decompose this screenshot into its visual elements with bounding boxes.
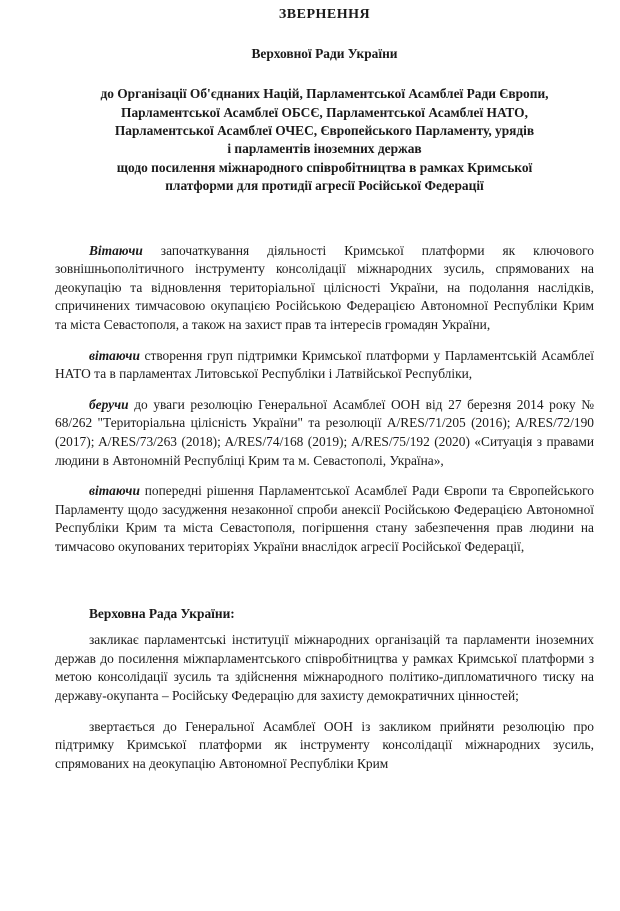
addressee-line: платформи для протидії агресії Російської Федерації [165,178,484,194]
paragraph-keyword: вітаючи [89,483,140,499]
resolution-heading: Верховна Рада України: [89,605,235,621]
resolution-paragraph: закликає парламентські інституції міжнародних організацій та парламенти іноземних держав до посилення міжпарламентського співробітництва у рамках Кримської платформи з метою консолідації зусиль та здійснення міжнародного політико-дипломатичного тиску на державу-окупанта – Російську Федерацію для захисту демократичних цінностей; [55,632,594,703]
preamble-paragraph [55,396,594,470]
resolution-paragraph: звертається до Генеральної Асамблеї ООН із закликом прийняти резолюцію про підтримку Кримської платформи як інструменту консолідації міжнародних зусиль, спрямованих на деокупацію Автономної Республіки Крим [55,718,594,771]
paragraph-text: започаткування діяльності Кримської платформи як ключового зовнішньополітичного інструменту консолідації міжнародних зусиль, спрямованих на деокупацію та відновлення територіальної цілісності України, на подолання наслідків, спричинених тимчасовою окупацією Російською Федерацією Автономної Республіки Крим та міста Севастополя, а також на захист прав та інтересів громадян України, [55,242,594,332]
addressee-line: Парламентської Асамблеї ОБСЄ, Парламентської Асамблеї НАТО, [121,104,528,120]
paragraph-text: до уваги резолюцію Генеральної Асамблеї ООН від 27 березня 2014 року № 68/262 "Територіальна цілісність України" та резолюції A/RES/71/205 (2016); A/RES/72/190 (2017); A/RES/73/263 (2018); A/RES/74/168 (2019); A/RES/75/192 (2020) «Ситуація з правами людини в Автономній Республіці Крим та м. Севастополі, Україна», [55,396,594,468]
preamble-paragraph [55,347,594,384]
paragraph-text: створення груп підтримки Кримської платформи у Парламентській Асамблеї НАТО та в парламентах Литовської Республіки і Латвійської Республіки, [55,347,594,382]
addressee-line: щодо посилення міжнародного співробітництва в рамках Кримської [116,159,533,175]
addressee-line: і парламентів іноземних держав [227,141,422,157]
addressee-line: до Організації Об'єднаних Націй, Парламентської Асамблеї Ради Європи, [100,86,549,102]
addressee-block [55,85,594,195]
preamble-paragraph [55,242,594,335]
paragraph-keyword: беручи [89,396,129,412]
preamble-paragraph [55,482,594,556]
paragraph-keyword: вітаючи [89,347,140,363]
document-subtitle: Верховної Ради України [251,45,398,61]
paragraph-keyword: Вітаючи [89,242,143,258]
addressee-line: Парламентської Асамблеї ОЧЕС, Європейського Парламенту, урядів [114,123,535,138]
document-title: ЗВЕРНЕННЯ [278,7,371,22]
paragraph-text: попередні рішення Парламентської Асамблеї Ради Європи та Європейського Парламенту щодо засудження незаконної спроби анексії Російською Федерацією Автономної Республіки Крим та міста Севастополя, погіршення стану забезпечення прав людини на тимчасово окупованих територіях України внаслідок агресії Російської Федерації, [55,483,594,554]
